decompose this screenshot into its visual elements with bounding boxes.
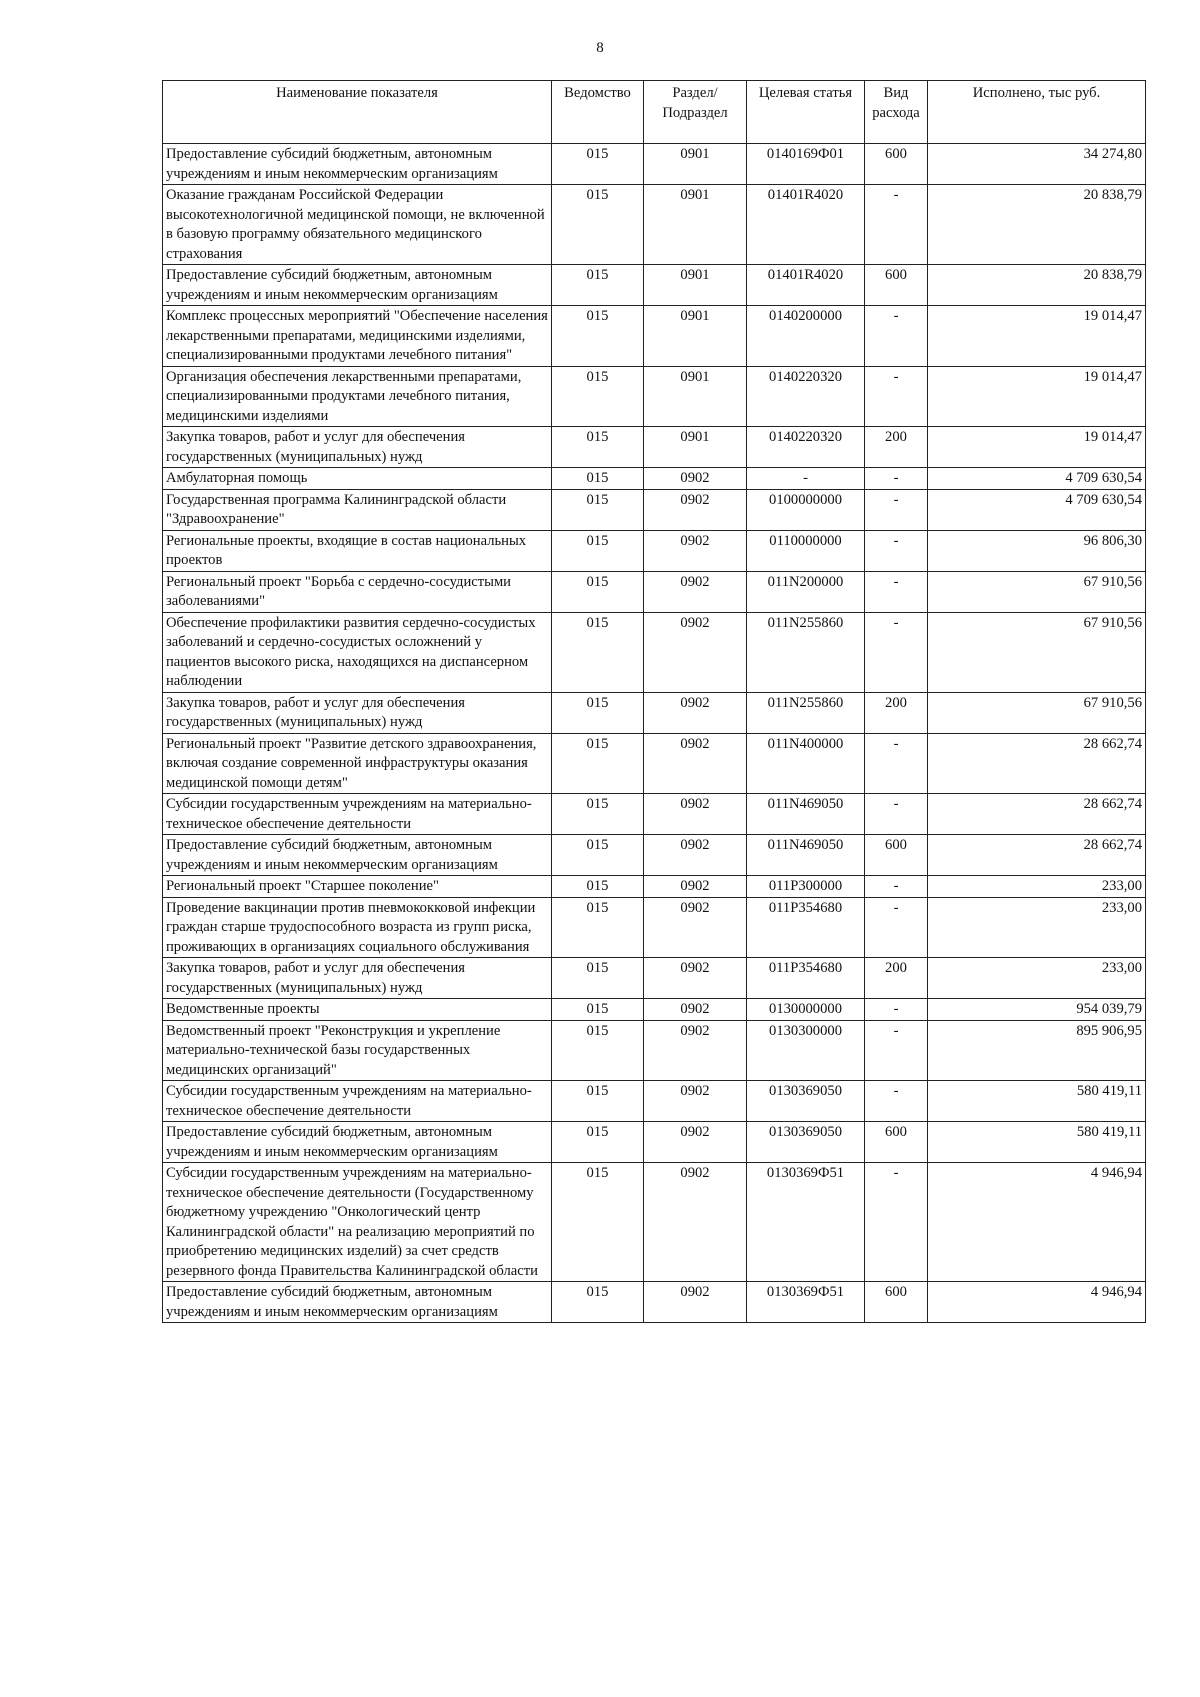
cell-target: 0130300000: [747, 1020, 865, 1081]
page-number: 8: [596, 40, 604, 56]
cell-name: Закупка товаров, работ и услуг для обеспечения государственных (муниципальных) нужд: [163, 958, 552, 999]
cell-expense-type: -: [865, 530, 928, 571]
cell-name: Предоставление субсидий бюджетным, автономным учреждениям и иным некоммерческим организациям: [163, 265, 552, 306]
cell-name: Оказание гражданам Российской Федерации высокотехнологичной медицинской помощи, не включенной в базовую программу обязательного медицинского страхования: [163, 185, 552, 265]
cell-target: 011N469050: [747, 835, 865, 876]
cell-target: 0130369050: [747, 1081, 865, 1122]
cell-target: 011P354680: [747, 897, 865, 958]
cell-amount: 19 014,47: [928, 427, 1146, 468]
cell-dept: 015: [552, 265, 644, 306]
table-row: [163, 1122, 1146, 1163]
cell-expense-type: -: [865, 185, 928, 265]
table-row: [163, 835, 1146, 876]
cell-expense-type: 600: [865, 1282, 928, 1323]
cell-target: 011P300000: [747, 876, 865, 898]
cell-expense-type: 600: [865, 265, 928, 306]
table-row: [163, 427, 1146, 468]
cell-amount: 28 662,74: [928, 733, 1146, 794]
cell-section: 0902: [644, 612, 747, 692]
cell-amount: 4 946,94: [928, 1163, 1146, 1282]
table-row: [163, 1081, 1146, 1122]
cell-section: 0902: [644, 835, 747, 876]
header-target: Целевая статья: [747, 81, 865, 144]
header-amount: Исполнено, тыс руб.: [928, 81, 1146, 144]
cell-section: 0902: [644, 1020, 747, 1081]
table-row: [163, 185, 1146, 265]
table-row: [163, 958, 1146, 999]
cell-target: 011N200000: [747, 571, 865, 612]
table-row: [163, 1282, 1146, 1323]
cell-target: 0130000000: [747, 999, 865, 1021]
cell-section: 0901: [644, 144, 747, 185]
cell-expense-type: -: [865, 794, 928, 835]
header-section: Раздел/ Подраздел: [644, 81, 747, 144]
cell-amount: 233,00: [928, 958, 1146, 999]
cell-section: 0902: [644, 530, 747, 571]
cell-dept: 015: [552, 530, 644, 571]
cell-dept: 015: [552, 835, 644, 876]
cell-amount: 96 806,30: [928, 530, 1146, 571]
cell-expense-type: 600: [865, 1122, 928, 1163]
cell-target: 0140169Ф01: [747, 144, 865, 185]
cell-name: Субсидии государственным учреждениям на материально-техническое обеспечение деятельности (Государственному бюджетному учреждению "Онкологический центр Калининградской области" на реализацию мероприятий по приобретению медицинских изделий) за счет средств резервного фонда Правительства Калининградской области: [163, 1163, 552, 1282]
table-row: [163, 1020, 1146, 1081]
cell-section: 0902: [644, 1282, 747, 1323]
table-row: [163, 897, 1146, 958]
cell-dept: 015: [552, 733, 644, 794]
cell-name: Предоставление субсидий бюджетным, автономным учреждениям и иным некоммерческим организациям: [163, 144, 552, 185]
cell-name: Закупка товаров, работ и услуг для обеспечения государственных (муниципальных) нужд: [163, 427, 552, 468]
cell-section: 0902: [644, 468, 747, 490]
cell-expense-type: -: [865, 468, 928, 490]
cell-name: Проведение вакцинации против пневмококковой инфекции граждан старше трудоспособного возраста из групп риска, проживающих в организациях социального обслуживания: [163, 897, 552, 958]
cell-dept: 015: [552, 468, 644, 490]
cell-target: 0100000000: [747, 489, 865, 530]
cell-target: 011P354680: [747, 958, 865, 999]
cell-amount: 20 838,79: [928, 185, 1146, 265]
cell-expense-type: -: [865, 366, 928, 427]
table-row: [163, 1163, 1146, 1282]
cell-section: 0902: [644, 794, 747, 835]
header-dept: Ведомство: [552, 81, 644, 144]
cell-section: 0902: [644, 1163, 747, 1282]
cell-dept: 015: [552, 999, 644, 1021]
cell-name: Региональный проект "Развитие детского здравоохранения, включая создание современной инфраструктуры оказания медицинской помощи детям": [163, 733, 552, 794]
cell-dept: 015: [552, 612, 644, 692]
header-expense-type: Вид расхода: [865, 81, 928, 144]
cell-section: 0901: [644, 366, 747, 427]
cell-target: 011N255860: [747, 612, 865, 692]
cell-dept: 015: [552, 427, 644, 468]
cell-dept: 015: [552, 306, 644, 367]
cell-dept: 015: [552, 144, 644, 185]
cell-expense-type: 200: [865, 958, 928, 999]
cell-section: 0902: [644, 958, 747, 999]
cell-amount: 580 419,11: [928, 1081, 1146, 1122]
table-row: [163, 265, 1146, 306]
cell-amount: 4 709 630,54: [928, 489, 1146, 530]
cell-amount: 67 910,56: [928, 571, 1146, 612]
cell-name: Субсидии государственным учреждениям на материально-техническое обеспечение деятельности: [163, 1081, 552, 1122]
table-row: [163, 530, 1146, 571]
cell-expense-type: 200: [865, 692, 928, 733]
table-header-row: [163, 81, 1146, 144]
table-row: [163, 733, 1146, 794]
cell-amount: 4 709 630,54: [928, 468, 1146, 490]
cell-amount: 4 946,94: [928, 1282, 1146, 1323]
cell-section: 0902: [644, 692, 747, 733]
cell-target: 0130369Ф51: [747, 1282, 865, 1323]
cell-dept: 015: [552, 571, 644, 612]
cell-target: 0130369Ф51: [747, 1163, 865, 1282]
cell-name: Предоставление субсидий бюджетным, автономным учреждениям и иным некоммерческим организациям: [163, 835, 552, 876]
cell-name: Ведомственные проекты: [163, 999, 552, 1021]
cell-section: 0901: [644, 185, 747, 265]
cell-section: 0902: [644, 1122, 747, 1163]
cell-dept: 015: [552, 876, 644, 898]
cell-name: Региональный проект "Борьба с сердечно-сосудистыми заболеваниями": [163, 571, 552, 612]
cell-name: Комплекс процессных мероприятий "Обеспечение населения лекарственными препаратами, медицинскими изделиями, специализированными продуктами лечебного питания": [163, 306, 552, 367]
cell-target: 01401R4020: [747, 265, 865, 306]
cell-expense-type: -: [865, 571, 928, 612]
cell-section: 0902: [644, 489, 747, 530]
cell-dept: 015: [552, 794, 644, 835]
budget-table: [162, 80, 1146, 1323]
cell-dept: 015: [552, 185, 644, 265]
cell-expense-type: -: [865, 1020, 928, 1081]
cell-target: 0140220320: [747, 366, 865, 427]
cell-target: 011N400000: [747, 733, 865, 794]
cell-section: 0902: [644, 999, 747, 1021]
cell-expense-type: -: [865, 897, 928, 958]
cell-dept: 015: [552, 692, 644, 733]
cell-target: 011N469050: [747, 794, 865, 835]
cell-dept: 015: [552, 1081, 644, 1122]
cell-section: 0901: [644, 265, 747, 306]
cell-dept: 015: [552, 1163, 644, 1282]
cell-name: Региональный проект "Старшее поколение": [163, 876, 552, 898]
cell-expense-type: -: [865, 489, 928, 530]
table-row: [163, 306, 1146, 367]
cell-amount: 28 662,74: [928, 835, 1146, 876]
table-row: [163, 876, 1146, 898]
cell-amount: 954 039,79: [928, 999, 1146, 1021]
cell-name: Амбулаторная помощь: [163, 468, 552, 490]
cell-name: Ведомственный проект "Реконструкция и укрепление материально-технической базы государственных медицинских организаций": [163, 1020, 552, 1081]
cell-expense-type: -: [865, 1081, 928, 1122]
cell-expense-type: -: [865, 612, 928, 692]
cell-expense-type: -: [865, 876, 928, 898]
cell-target: 0130369050: [747, 1122, 865, 1163]
cell-dept: 015: [552, 1282, 644, 1323]
cell-section: 0901: [644, 427, 747, 468]
cell-amount: 580 419,11: [928, 1122, 1146, 1163]
cell-section: 0902: [644, 876, 747, 898]
cell-target: -: [747, 468, 865, 490]
cell-target: 01401R4020: [747, 185, 865, 265]
cell-expense-type: -: [865, 999, 928, 1021]
table-row: [163, 999, 1146, 1021]
cell-amount: 20 838,79: [928, 265, 1146, 306]
cell-expense-type: -: [865, 306, 928, 367]
cell-dept: 015: [552, 489, 644, 530]
table-row: [163, 571, 1146, 612]
cell-dept: 015: [552, 897, 644, 958]
cell-target: 0140220320: [747, 427, 865, 468]
cell-section: 0902: [644, 897, 747, 958]
table-row: [163, 468, 1146, 490]
cell-amount: 233,00: [928, 876, 1146, 898]
cell-dept: 015: [552, 366, 644, 427]
cell-section: 0901: [644, 306, 747, 367]
cell-expense-type: 200: [865, 427, 928, 468]
cell-section: 0902: [644, 733, 747, 794]
cell-name: Региональные проекты, входящие в состав национальных проектов: [163, 530, 552, 571]
table-row: [163, 144, 1146, 185]
cell-dept: 015: [552, 1122, 644, 1163]
cell-name: Закупка товаров, работ и услуг для обеспечения государственных (муниципальных) нужд: [163, 692, 552, 733]
table-row: [163, 489, 1146, 530]
cell-expense-type: -: [865, 1163, 928, 1282]
cell-name: Субсидии государственным учреждениям на материально-техническое обеспечение деятельности: [163, 794, 552, 835]
cell-target: 0110000000: [747, 530, 865, 571]
cell-dept: 015: [552, 1020, 644, 1081]
cell-name: Предоставление субсидий бюджетным, автономным учреждениям и иным некоммерческим организациям: [163, 1282, 552, 1323]
cell-amount: 34 274,80: [928, 144, 1146, 185]
cell-section: 0902: [644, 571, 747, 612]
header-name: Наименование показателя: [163, 81, 552, 144]
cell-target: 0140200000: [747, 306, 865, 367]
cell-name: Государственная программа Калининградской области "Здравоохранение": [163, 489, 552, 530]
cell-expense-type: -: [865, 733, 928, 794]
cell-section: 0902: [644, 1081, 747, 1122]
table-row: [163, 366, 1146, 427]
table-row: [163, 794, 1146, 835]
cell-amount: 28 662,74: [928, 794, 1146, 835]
cell-amount: 67 910,56: [928, 612, 1146, 692]
cell-amount: 67 910,56: [928, 692, 1146, 733]
cell-amount: 895 906,95: [928, 1020, 1146, 1081]
cell-name: Предоставление субсидий бюджетным, автономным учреждениям и иным некоммерческим организациям: [163, 1122, 552, 1163]
cell-target: 011N255860: [747, 692, 865, 733]
cell-expense-type: 600: [865, 144, 928, 185]
cell-amount: 233,00: [928, 897, 1146, 958]
cell-name: Организация обеспечения лекарственными препаратами, специализированными продуктами лечебного питания, медицинскими изделиями: [163, 366, 552, 427]
cell-dept: 015: [552, 958, 644, 999]
cell-name: Обеспечение профилактики развития сердечно-сосудистых заболеваний и сердечно-сосудистых осложнений у пациентов высокого риска, находящихся на диспансерном наблюдении: [163, 612, 552, 692]
table-row: [163, 692, 1146, 733]
cell-amount: 19 014,47: [928, 366, 1146, 427]
cell-amount: 19 014,47: [928, 306, 1146, 367]
table-row: [163, 612, 1146, 692]
cell-expense-type: 600: [865, 835, 928, 876]
